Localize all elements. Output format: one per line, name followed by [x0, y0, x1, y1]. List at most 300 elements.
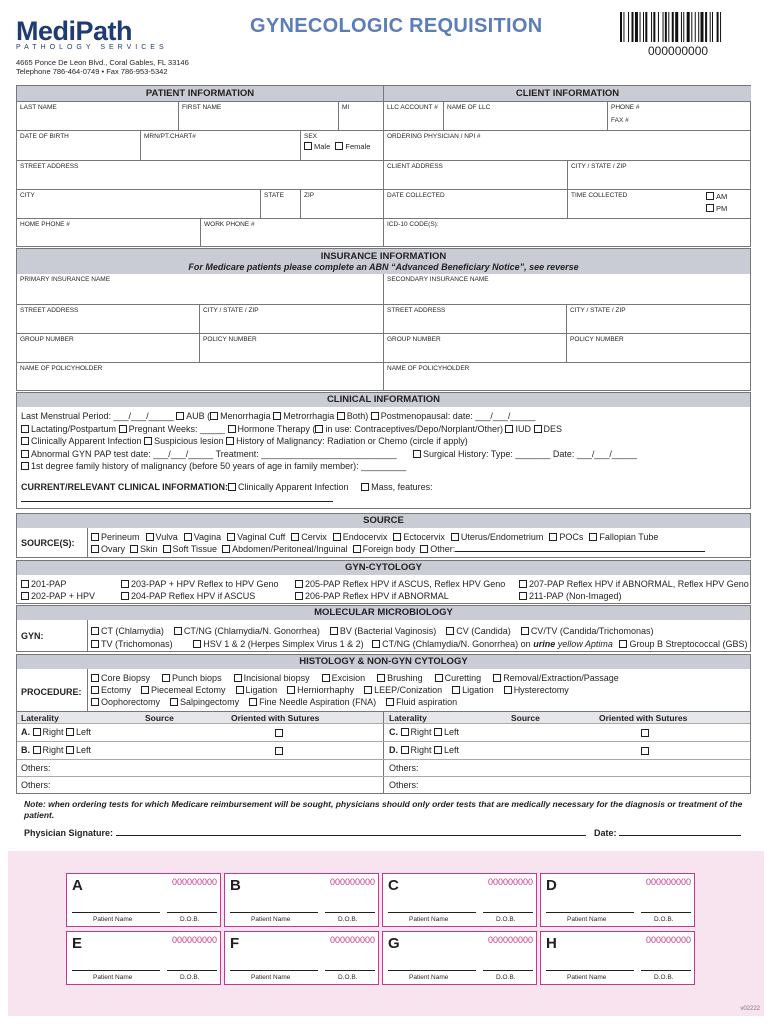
insurance-box [16, 248, 751, 391]
signature-line[interactable] [116, 835, 586, 836]
llc-name-field[interactable] [444, 101, 608, 130]
c-left-label: Left [444, 727, 460, 737]
ctng-urine-checkbox[interactable] [372, 640, 380, 648]
soft-tissue-checkbox[interactable] [163, 545, 171, 553]
family-history-label: 1st degree family history of malignancy (before 50 years of age in family member): _________ [31, 461, 407, 471]
uterus-endometrium-option[interactable] [451, 532, 544, 542]
patient-name-caption: Patient Name [251, 974, 291, 981]
oophorectomy-label: Oophorectomy [101, 697, 161, 707]
pocs-checkbox[interactable] [549, 533, 557, 541]
family-history-checkbox[interactable] [21, 462, 29, 470]
specimen-label-f[interactable] [224, 931, 379, 985]
malignancy-checkbox[interactable] [226, 437, 234, 445]
logo-subtitle: PATHOLOGY SERVICES [16, 44, 168, 51]
suspicious-checkbox[interactable] [144, 437, 152, 445]
ins1-street-field[interactable] [17, 304, 200, 333]
clinical-box [16, 392, 751, 509]
oriented-header-right: Oriented with Sutures [599, 713, 688, 723]
patient-name-caption: Patient Name [251, 916, 291, 923]
pregnant-checkbox[interactable] [119, 425, 127, 433]
pocs-label: POCs [559, 532, 584, 542]
ins2-group-field[interactable] [384, 333, 567, 362]
b-sutures-checkbox[interactable] [275, 747, 283, 755]
llc-account-field[interactable] [384, 101, 444, 130]
ins2-holder-field[interactable] [384, 362, 750, 391]
c-right-checkbox[interactable] [401, 728, 409, 736]
test-206-pap-reflex-hpv-if-abnormal-checkbox[interactable] [295, 592, 303, 600]
ligation-label: Ligation [245, 685, 278, 695]
ovary-checkbox[interactable] [91, 545, 99, 553]
brushing-option[interactable] [377, 673, 423, 683]
in-use-checkbox[interactable] [315, 425, 323, 433]
label-letter: H [546, 935, 557, 952]
test-201-pap-option[interactable] [21, 579, 66, 589]
ins1-holder-field[interactable] [17, 362, 383, 391]
other-label: Other: [430, 544, 456, 554]
mrn-field[interactable] [141, 130, 301, 160]
curetting-option[interactable] [435, 673, 482, 683]
ins2-policy-label: POLICY NUMBER [570, 336, 624, 343]
abnormal-pap-checkbox[interactable] [21, 450, 29, 458]
specimen-label-h[interactable] [540, 931, 695, 985]
mass-label: Mass, features: [371, 481, 433, 492]
excision-option[interactable] [322, 673, 366, 683]
endocervix-option[interactable] [333, 532, 388, 542]
punch-biops-option[interactable] [162, 673, 222, 683]
signature-label: Physician Signature: [24, 828, 114, 838]
a-left-checkbox[interactable] [66, 728, 74, 736]
test-204-pap-reflex-hpv-if-ascus-label: 204-PAP Reflex HPV if ASCUS [131, 591, 256, 601]
core-biopsy-checkbox[interactable] [91, 674, 99, 682]
patient-name-caption: Patient Name [409, 974, 449, 981]
test-211-pap-non-imaged-label: 211-PAP (Non-Imaged) [529, 591, 622, 601]
ct-ng-chlamydia-n-gonorrhea-option[interactable] [174, 626, 320, 636]
test-205-pap-reflex-hpv-if-ascus-reflex-hpv-geno-checkbox[interactable] [295, 580, 303, 588]
icd-field[interactable] [384, 218, 751, 246]
others-right-2[interactable]: Others: [389, 780, 419, 790]
ectomy-checkbox[interactable] [91, 686, 99, 694]
primary-insurance-label: PRIMARY INSURANCE NAME [20, 276, 111, 283]
zip-field[interactable] [301, 189, 383, 218]
tv-label: TV (Trichomonas) [101, 638, 173, 649]
insurance-heading [17, 249, 750, 274]
others-left-2[interactable]: Others: [21, 780, 51, 790]
fluid-aspiration-label: Fluid aspiration [396, 697, 458, 707]
punch-biops-label: Punch biops [172, 673, 222, 683]
fluid-aspiration-checkbox[interactable] [386, 698, 394, 706]
piecemeal-ectomy-checkbox[interactable] [141, 686, 149, 694]
both-checkbox[interactable] [337, 412, 345, 420]
bv-bacterial-vaginosis-option[interactable] [330, 626, 436, 636]
test-202-pap-hpv-checkbox[interactable] [21, 592, 29, 600]
abdomen-peritoneal-inguinal-checkbox[interactable] [222, 545, 230, 553]
patient-heading: PATIENT INFORMATION [17, 86, 383, 101]
punch-biops-checkbox[interactable] [162, 674, 170, 682]
d-left-checkbox[interactable] [434, 746, 442, 754]
label-letter: D [546, 877, 557, 894]
ins2-city-field[interactable] [567, 304, 750, 333]
cv-tv-candida-trichomonas-checkbox[interactable] [521, 627, 529, 635]
label-number: 000000000 [645, 877, 691, 887]
metrorrhagia-checkbox[interactable] [273, 412, 281, 420]
aub-label: AUB ( [186, 411, 211, 421]
primary-insurance-field[interactable] [17, 274, 383, 304]
excision-checkbox[interactable] [322, 674, 330, 682]
ins2-policy-field[interactable] [567, 333, 750, 362]
removal-extraction-passage-option[interactable] [493, 673, 619, 683]
hsv-checkbox[interactable] [193, 640, 201, 648]
work-phone-label: WORK PHONE # [204, 221, 255, 228]
test-206-pap-reflex-hpv-if-abnormal-label: 206-PAP Reflex HPV if ABNORMAL [305, 591, 449, 601]
test-211-pap-non-imaged-checkbox[interactable] [519, 592, 527, 600]
sex-label: SEX [304, 133, 318, 140]
procedure-row-1 [91, 672, 751, 684]
a-right-checkbox[interactable] [33, 728, 41, 736]
first-name-field[interactable] [179, 101, 339, 130]
female-label: Female [345, 142, 371, 151]
secondary-insurance-label: SECONDARY INSURANCE NAME [387, 276, 489, 283]
label-number: 000000000 [171, 877, 217, 887]
client-address-field[interactable] [384, 160, 568, 189]
ct-chlamydia-option[interactable] [91, 626, 164, 636]
hormone-checkbox[interactable] [228, 425, 236, 433]
removal-extraction-passage-label: Removal/Extraction/Passage [503, 673, 619, 683]
molecular-options [91, 625, 751, 650]
test-204-pap-reflex-hpv-if-ascus-checkbox[interactable] [121, 592, 129, 600]
test-201-pap-checkbox[interactable] [21, 580, 29, 588]
fine-needle-aspiration-fna-checkbox[interactable] [249, 698, 257, 706]
bv-bacterial-vaginosis-checkbox[interactable] [330, 627, 338, 635]
vaginal-cuff-checkbox[interactable] [227, 533, 235, 541]
hysterectomy-checkbox[interactable] [504, 686, 512, 694]
dob-caption: D.O.B. [496, 974, 516, 981]
last-name-label: LAST NAME [20, 104, 57, 111]
cervix-option[interactable] [291, 532, 327, 542]
ins1-group-field[interactable] [17, 333, 200, 362]
vagina-label: Vagina [193, 532, 222, 542]
perineum-option[interactable] [91, 532, 140, 542]
vagina-option[interactable] [184, 532, 221, 542]
client-phone-fax-field[interactable] [608, 101, 751, 130]
ovary-label: Ovary [101, 544, 126, 554]
page-title: GYNECOLOGIC REQUISITION [250, 15, 543, 37]
specimen-label-b[interactable] [224, 873, 379, 927]
leep-conization-checkbox[interactable] [364, 686, 372, 694]
ct-chlamydia-checkbox[interactable] [91, 627, 99, 635]
ovary-option[interactable] [91, 544, 125, 554]
leep-conization-option[interactable] [364, 685, 442, 695]
ectocervix-checkbox[interactable] [393, 533, 401, 541]
source-label: SOURCE(S): [21, 538, 75, 548]
medicare-note: Note: when ordering tests for which Medicare reimbursement will be sought, physicians should only order tests that are medically necessary for the diagnosis or treatment of the patient. [24, 799, 743, 820]
postmenopausal-checkbox[interactable] [371, 412, 379, 420]
last-name-field[interactable] [17, 101, 179, 130]
endocervix-checkbox[interactable] [333, 533, 341, 541]
ct-chlamydia-label: CT (Chlamydia) [101, 626, 164, 636]
patient-street-field[interactable] [17, 160, 383, 189]
skin-checkbox[interactable] [130, 545, 138, 553]
test-202-pap-hpv-label: 202-PAP + HPV [31, 591, 95, 601]
city-field[interactable] [17, 189, 261, 218]
specimen-label-e[interactable] [66, 931, 221, 985]
salpingectomy-label: Salpingectomy [180, 697, 240, 707]
ectocervix-label: Ectocervix [403, 532, 445, 542]
cv-candida-checkbox[interactable] [446, 627, 454, 635]
d-right-label: Right [410, 745, 432, 755]
current-infection-checkbox[interactable] [228, 483, 236, 491]
vulva-option[interactable] [146, 532, 178, 542]
ctng-urine-label: CT/NG (Chlamydia/N. Gonorrhea) on [382, 638, 531, 649]
am-checkbox[interactable] [706, 192, 714, 200]
home-phone-label: HOME PHONE # [20, 221, 70, 228]
date-row [594, 828, 741, 838]
hysterectomy-option[interactable] [504, 685, 569, 695]
date-collected-field[interactable] [384, 189, 568, 218]
oophorectomy-option[interactable] [91, 697, 160, 707]
molecular-box [16, 605, 751, 652]
label-letter: A [72, 877, 83, 894]
clinical-row-4 [21, 448, 746, 461]
infection-label: Clinically Apparent Infection [31, 436, 142, 446]
mass-line[interactable] [21, 501, 333, 502]
dob-label: DATE OF BIRTH [20, 133, 69, 140]
surgical-checkbox[interactable] [413, 450, 421, 458]
uterus-endometrium-checkbox[interactable] [451, 533, 459, 541]
tv-checkbox[interactable] [91, 640, 99, 648]
ins1-policy-field[interactable] [200, 333, 383, 362]
d-right-checkbox[interactable] [401, 746, 409, 754]
ins1-holder-label: NAME OF POLICYHOLDER [20, 365, 103, 372]
ordering-physician-field[interactable] [384, 130, 751, 160]
dob-caption: D.O.B. [496, 916, 516, 923]
c-sutures-checkbox[interactable] [641, 729, 649, 737]
abdomen-peritoneal-inguinal-label: Abdomen/Peritoneal/Inguinal [232, 544, 348, 554]
c-left-checkbox[interactable] [434, 728, 442, 736]
label-letter: F [230, 935, 240, 952]
test-203-pap-hpv-reflex-to-hpv-geno-option[interactable] [121, 579, 279, 589]
piecemeal-ectomy-label: Piecemeal Ectomy [151, 685, 226, 695]
sex-field [301, 130, 383, 160]
test-205-pap-reflex-hpv-if-ascus-reflex-hpv-geno-option[interactable] [295, 579, 505, 589]
specimen-label-a[interactable] [66, 873, 221, 927]
fine-needle-aspiration-fna-option[interactable] [249, 697, 376, 707]
incisional-biopsy-checkbox[interactable] [234, 674, 242, 682]
malignancy-label: History of Malignancy: Radiation or Chemo (circle if apply) [236, 436, 468, 446]
source-header-left: Source [145, 713, 174, 723]
gyn-cytology-col-3 [295, 578, 505, 602]
test-206-pap-reflex-hpv-if-abnormal-option[interactable] [295, 591, 449, 601]
salpingectomy-checkbox[interactable] [170, 698, 178, 706]
specimen-b-row [21, 745, 91, 755]
foreign-body-label: Foreign body [362, 544, 416, 554]
test-202-pap-hpv-option[interactable] [21, 591, 95, 601]
incisional-biopsy-option[interactable] [234, 673, 310, 683]
test-207-pap-reflex-hpv-if-abnormal-reflex-hpv-geno-checkbox[interactable] [519, 580, 527, 588]
patient-name-caption: Patient Name [93, 974, 133, 981]
source-row-2 [91, 543, 751, 555]
specimen-label-d[interactable] [540, 873, 695, 927]
dob-field[interactable] [17, 130, 141, 160]
ligation-checkbox[interactable] [236, 686, 244, 694]
b-right-label: Right [42, 745, 64, 755]
address-line: 4665 Ponce De Leon Blvd., Coral Gables, FL 33146 [16, 58, 189, 67]
ct-ng-chlamydia-n-gonorrhea-checkbox[interactable] [174, 627, 182, 635]
vaginal-cuff-option[interactable] [227, 532, 285, 542]
salpingectomy-option[interactable] [170, 697, 239, 707]
cv-tv-candida-trichomonas-option[interactable] [521, 626, 654, 636]
secondary-insurance-field[interactable] [384, 274, 750, 304]
aub-checkbox[interactable] [176, 412, 184, 420]
incisional-biopsy-label: Incisional biopsy [243, 673, 310, 683]
label-letter: G [388, 935, 400, 952]
other-option[interactable] [420, 544, 455, 554]
insurance-note: For Medicare patients please complete an ABN “Advanced Beneficiary Notice”, see reverse [188, 262, 579, 272]
herniorrhaphy-label: Herniorrhaphy [297, 685, 355, 695]
other-checkbox[interactable] [420, 545, 428, 553]
soft-tissue-label: Soft Tissue [172, 544, 218, 554]
perineum-checkbox[interactable] [91, 533, 99, 541]
foreign-body-option[interactable] [353, 544, 416, 554]
source-other-line[interactable] [455, 551, 705, 552]
mass-checkbox[interactable] [361, 483, 369, 491]
male-checkbox[interactable] [304, 142, 312, 150]
test-207-pap-reflex-hpv-if-abnormal-reflex-hpv-geno-option[interactable] [519, 579, 749, 589]
ins1-city-label: CITY / STATE / ZIP [203, 307, 259, 314]
fluid-aspiration-option[interactable] [386, 697, 457, 707]
am-label: AM [716, 192, 728, 201]
infection-checkbox[interactable] [21, 437, 29, 445]
mrn-label: MRN/PT.CHART# [144, 133, 196, 140]
molecular-heading: MOLECULAR MICROBIOLOGY [17, 606, 750, 620]
female-checkbox[interactable] [335, 142, 343, 150]
others-right-1[interactable]: Others: [389, 763, 419, 773]
home-phone-field[interactable] [17, 218, 201, 246]
ectomy-option[interactable] [91, 685, 131, 695]
metrorrhagia-label: Metrorrhagia [283, 411, 335, 421]
in-use-label: in use: Contraceptives/Depo/Norplant/Other) [325, 423, 503, 434]
ligation-option[interactable] [452, 685, 494, 695]
others-left-1[interactable]: Others: [21, 763, 51, 773]
herniorrhaphy-checkbox[interactable] [287, 686, 295, 694]
phone-line: Telephone 786-464-0749 • Fax 786-953-5342 [16, 67, 168, 76]
brushing-label: Brushing [387, 673, 423, 683]
b-left-checkbox[interactable] [66, 746, 74, 754]
client-city-field[interactable] [568, 160, 751, 189]
cervix-checkbox[interactable] [291, 533, 299, 541]
menorrhagia-checkbox[interactable] [210, 412, 218, 420]
label-number: 000000000 [329, 935, 375, 945]
test-204-pap-reflex-hpv-if-ascus-option[interactable] [121, 591, 255, 601]
hormone-label: Hormone Therapy ( [237, 423, 316, 434]
work-phone-field[interactable] [201, 218, 383, 246]
test-211-pap-non-imaged-option[interactable] [519, 591, 622, 601]
date-line[interactable] [619, 835, 741, 836]
foreign-body-checkbox[interactable] [353, 545, 361, 553]
gbs-label: Group B Streptococcal (GBS) [629, 638, 748, 649]
client-address-label: CLIENT ADDRESS [387, 163, 443, 170]
procedure-row-2 [91, 684, 751, 696]
oophorectomy-checkbox[interactable] [91, 698, 99, 706]
removal-extraction-passage-checkbox[interactable] [493, 674, 501, 682]
a-left-label: Left [76, 727, 92, 737]
des-label: DES [543, 423, 563, 434]
specimen-d-row [389, 745, 459, 755]
surgical-label: Surgical History: Type: _______ Date: ___/___/_____ [422, 448, 637, 459]
des-checkbox[interactable] [534, 425, 542, 433]
curetting-checkbox[interactable] [435, 674, 443, 682]
test-203-pap-hpv-reflex-to-hpv-geno-checkbox[interactable] [121, 580, 129, 588]
logo-medi: Medi [16, 16, 76, 46]
soft-tissue-option[interactable] [163, 544, 218, 554]
fallopian-tube-checkbox[interactable] [589, 533, 597, 541]
source-options [91, 531, 751, 555]
lactating-checkbox[interactable] [21, 425, 29, 433]
clinical-row-6 [21, 481, 746, 506]
curetting-label: Curetting [444, 673, 482, 683]
gyn-cytology-col-2 [121, 578, 279, 602]
patient-name-caption: Patient Name [567, 916, 607, 923]
core-biopsy-option[interactable] [91, 673, 150, 683]
source-heading: SOURCE [17, 514, 750, 528]
specimen-b-label: B. [21, 745, 30, 755]
menorrhagia-label: Menorrhagia [220, 411, 271, 421]
b-right-checkbox[interactable] [33, 746, 41, 754]
gbs-checkbox[interactable] [619, 640, 627, 648]
specimen-label-g[interactable] [382, 931, 537, 985]
ins1-city-field[interactable] [200, 304, 383, 333]
date-collected-label: DATE COLLECTED [387, 192, 445, 199]
vagina-checkbox[interactable] [184, 533, 192, 541]
cv-candida-option[interactable] [446, 626, 511, 636]
time-collected-field[interactable] [568, 189, 751, 218]
a-sutures-checkbox[interactable] [275, 729, 283, 737]
state-field[interactable] [261, 189, 301, 218]
histology-box [16, 654, 751, 794]
hsv-label: HSV 1 & 2 (Herpes Simplex Virus 1 & 2) [203, 638, 364, 649]
patient-name-caption: Patient Name [93, 916, 133, 923]
ligation-checkbox[interactable] [452, 686, 460, 694]
lmp-label: Last Menstrual Period: ___/___/_____ [21, 411, 174, 421]
pocs-option[interactable] [549, 532, 583, 542]
vulva-checkbox[interactable] [146, 533, 154, 541]
ins2-street-field[interactable] [384, 304, 567, 333]
brushing-checkbox[interactable] [377, 674, 385, 682]
piecemeal-ectomy-option[interactable] [141, 685, 226, 695]
gyn-cytology-heading: GYN-CYTOLOGY [17, 561, 750, 575]
barcode-graphic [620, 12, 748, 46]
abdomen-peritoneal-inguinal-option[interactable] [222, 544, 348, 554]
gyn-cytology-box [16, 560, 751, 604]
ligation-option[interactable] [236, 685, 278, 695]
herniorrhaphy-option[interactable] [287, 685, 354, 695]
source-box [16, 513, 751, 558]
mi-field[interactable] [339, 101, 383, 130]
skin-option[interactable] [130, 544, 158, 554]
specimen-label-c[interactable] [382, 873, 537, 927]
procedure-label: PROCEDURE: [21, 687, 82, 697]
iud-checkbox[interactable] [505, 425, 513, 433]
d-sutures-checkbox[interactable] [641, 747, 649, 755]
pm-checkbox[interactable] [706, 204, 714, 212]
fallopian-tube-option[interactable] [589, 532, 658, 542]
ectocervix-option[interactable] [393, 532, 445, 542]
label-number: 000000000 [329, 877, 375, 887]
ligation-label: Ligation [462, 685, 494, 695]
client-phone-label: PHONE # [611, 104, 640, 111]
core-biopsy-label: Core Biopsy [101, 673, 151, 683]
label-letter: E [72, 935, 83, 952]
llc-account-label: LLC ACCOUNT # [387, 104, 438, 111]
